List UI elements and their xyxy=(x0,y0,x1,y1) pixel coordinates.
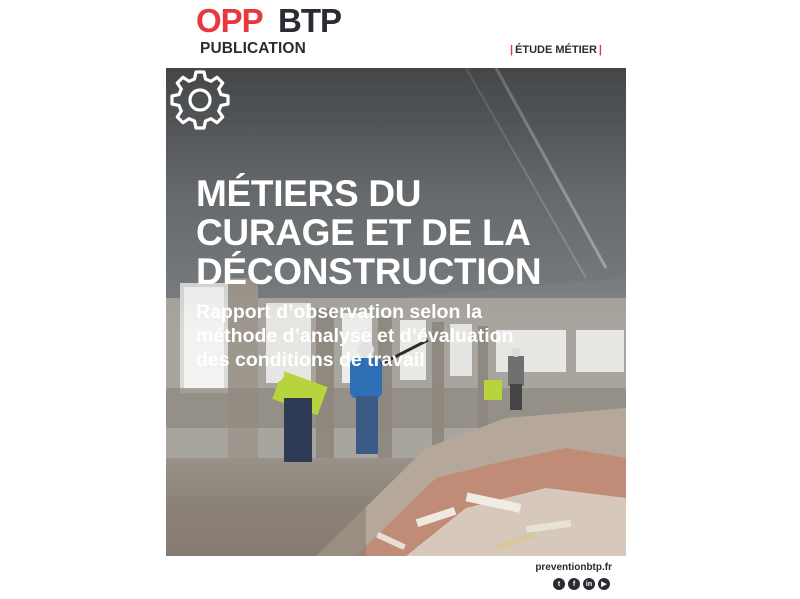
category-text: ÉTUDE MÉTIER xyxy=(515,44,597,56)
youtube-icon[interactable]: ▶ xyxy=(598,578,610,590)
publication-cover xyxy=(166,0,626,599)
logo-btp: BTP xyxy=(278,2,341,39)
subtitle-line: méthode d’analyse et d’évaluation xyxy=(196,325,514,347)
document-subtitle xyxy=(196,300,514,372)
document-title xyxy=(196,174,541,291)
gear-icon xyxy=(166,68,234,136)
title-line: CURAGE ET DE LA xyxy=(196,212,531,253)
title-line: DÉCONSTRUCTION xyxy=(196,251,542,292)
linkedin-icon[interactable]: in xyxy=(583,578,595,590)
facebook-icon[interactable]: f xyxy=(568,578,580,590)
oppbtp-logo xyxy=(196,4,356,38)
logo-opp: OPP xyxy=(196,2,263,39)
subtitle-line: Rapport d’observation selon la xyxy=(196,301,483,323)
social-links xyxy=(553,578,610,590)
subtitle-line: des conditions de travail xyxy=(196,349,425,371)
publication-label: PUBLICATION xyxy=(200,40,306,57)
website-link[interactable]: preventionbtp.fr xyxy=(535,562,612,573)
category-label: | ÉTUDE MÉTIER | xyxy=(509,44,602,56)
twitter-icon[interactable]: t xyxy=(553,578,565,590)
cover-photo xyxy=(166,68,626,556)
title-line: MÉTIERS DU xyxy=(196,173,422,214)
